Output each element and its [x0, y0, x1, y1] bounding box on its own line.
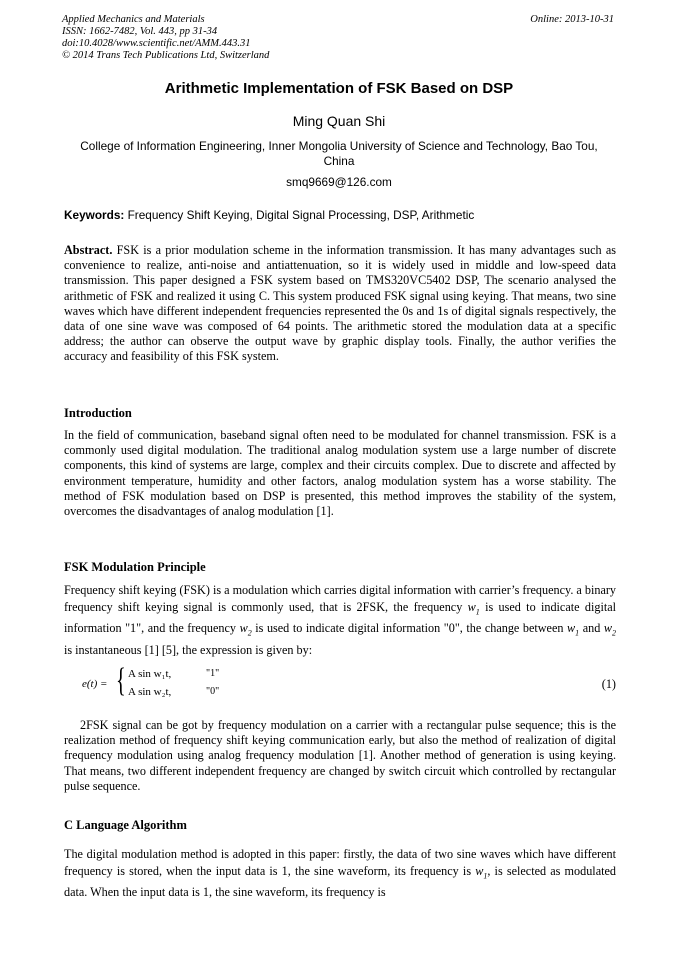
affiliation: College of Information Engineering, Inner Mongolia University of Science and Technology, Bao Tou, China: [80, 139, 598, 168]
equation-1: [82, 664, 616, 704]
algorithm-text-b: , is selected as modulated data. When the input data is 1, the sine waveform, its frequency is: [64, 863, 616, 900]
var-w1-c: $w_1$: [475, 863, 488, 880]
abstract-label: Abstract.: [64, 243, 113, 257]
heading-c-algorithm: C Language Algorithm: [64, 818, 187, 832]
algorithm-text: [64, 846, 616, 901]
paper-title: Arithmetic Implementation of FSK Based on DSP: [164, 80, 514, 97]
principle-text-d: and: [579, 621, 604, 636]
var-w2-b: $w_2$: [603, 621, 617, 638]
principle-text-e: is instantaneous [1] [5], the expression is given by:: [64, 643, 313, 658]
doi: doi:10.4028/www.scientific.net/AMM.443.31: [62, 38, 251, 49]
equation-brace: {: [116, 662, 126, 699]
author-name: Ming Quan Shi: [292, 113, 386, 129]
principle-text-b: is used to indicate digital information "1", and the frequency: [64, 599, 617, 636]
heading-introduction: Introduction: [64, 406, 132, 420]
abstract-text: FSK is a prior modulation scheme in the information transmission. It has many advantages such as convenience to realize, anti-noise and antiattenuation, so it is widely used in middle and low-speed data transmission. This paper designed a FSK system based on TMS320VC5402 DSP, The scenario analysed the arithmetic of FSK and realized it using C. This system produced FSK signal using keying. That means, two sine waves which have different independent frequencies represented the 0s and 1s of digital signals respectively, the data of one sine wave was composed of 64 points. The arithmetic stored the modulation data at a specific address; the author can observe the output wave by graphic display tools. Finally, the author verifies the accuracy and feasibility of this FSK system.: [64, 243, 616, 364]
principle-text-a: Frequency shift keying (FSK) is a modulation which carries digital information with carrier’s frequency. a binary frequency shift keying signal is commonly used, that is 2FSK, the frequency: [64, 583, 617, 614]
algorithm-text-a: The digital modulation method is adopted in this paper: firstly, the data of two sine waves which have different frequency is stored, when the input data is 1, the sine waveform, its frequency is: [64, 847, 616, 878]
var-w2: $w_2$: [239, 621, 252, 638]
online-date: Online: 2013-10-31: [530, 14, 614, 25]
principle-paragraph-2: 2FSK signal can be got by frequency modulation on a carrier with a rectangular pulse sequence; this is the realization method of frequency shift keying communication early, but also the method of realization of digital frequency modulation using analog frequency modulation [1]. Another method of generation is using keying. That means, two different independent frequency are changed by switch circuit which controlled by rectangular pulse sequence.: [64, 718, 616, 793]
var-w1: $w_1$: [467, 599, 480, 616]
keywords: [64, 208, 616, 222]
equation-row-2: A sin w₂t,: [128, 686, 172, 698]
principle-paragraph-1: [64, 582, 616, 659]
var-w1-b: $w_1$: [567, 621, 580, 638]
keywords-text: Frequency Shift Keying, Digital Signal Processing, DSP, Arithmetic: [127, 208, 475, 222]
journal-name: Applied Mechanics and Materials: [62, 14, 205, 25]
issn: ISSN: 1662-7482, Vol. 443, pp 31-34: [62, 26, 218, 37]
equation-row-1: A sin w₁t,: [128, 668, 172, 680]
keywords-label: Keywords:: [64, 208, 125, 222]
copyright: © 2014 Trans Tech Publications Ltd, Switzerland: [62, 50, 270, 61]
equation-cond-1: "1": [206, 668, 220, 679]
abstract: [64, 243, 616, 365]
principle-text-c: is used to indicate digital information "0", the change between: [251, 621, 568, 636]
equation-lhs: e(t) =: [82, 678, 108, 690]
heading-fsk-principle: FSK Modulation Principle: [64, 560, 206, 574]
introduction-text: In the field of communication, baseband signal often need to be modulated for channel transmission. FSK is a commonly used digital modulation. The traditional analog modulation system use a large number of discrete components, this kind of systems are large, complex and their circuits complex. Due to discrete and affected by environment temperature, humidity and other factors, analog modulation system has a worse stability. The method of FSK modulation based on DSP is presented, this method improves the stability of the system, overcomes the disadvantages of analog modulation [1].: [64, 428, 616, 519]
equation-cond-2: "0": [206, 686, 220, 697]
author-email: smq9669@126.com: [286, 175, 392, 189]
journal-meta: [62, 14, 269, 62]
equation-number: (1): [601, 677, 616, 691]
